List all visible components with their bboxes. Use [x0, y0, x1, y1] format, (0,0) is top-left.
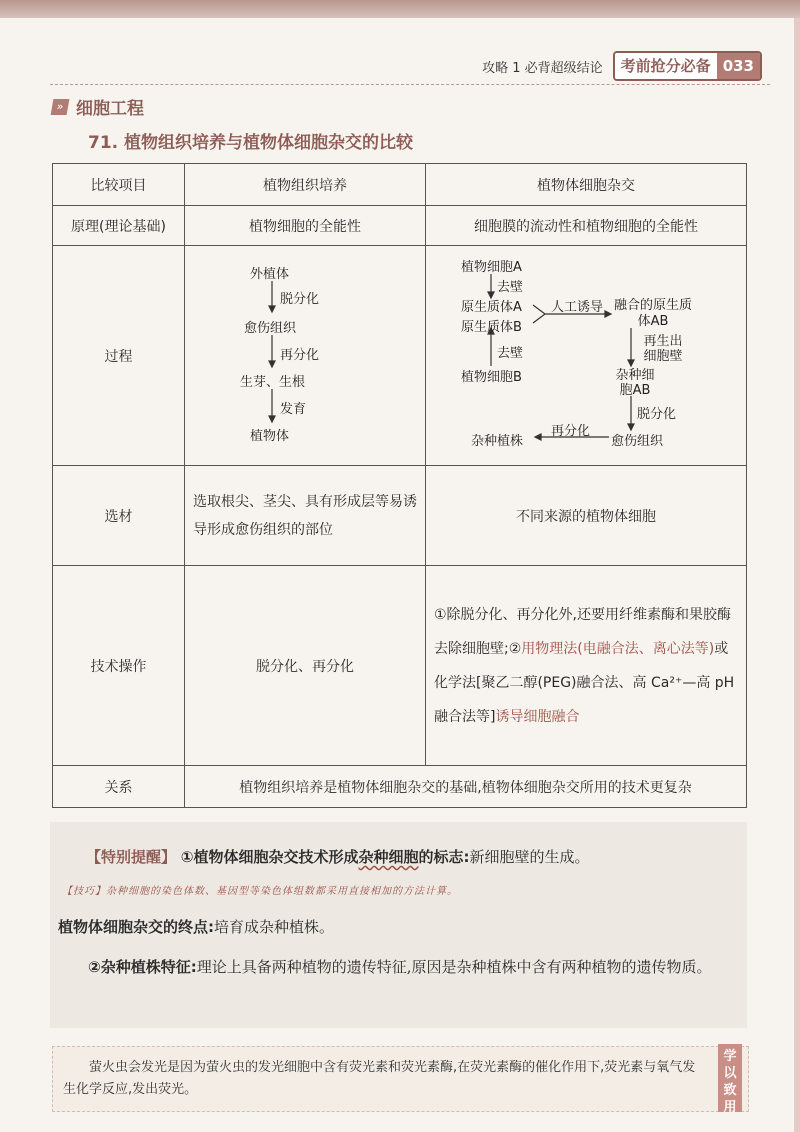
reminder-prefix: ①植物体细胞杂交技术形成 — [180, 848, 359, 866]
header-cell: 比较项目 — [53, 164, 185, 206]
handwritten-note: 【技巧】杂种细胞的染色体数、基因型等染色体组数都采用直接相加的方法计算。 — [62, 886, 458, 897]
footer-box — [52, 1046, 749, 1112]
footer-text: 萤火虫会发光是因为萤火虫的发光细胞中含有荧光素和荧光素酶,在荧光素酶的催化作用下,荧光素与氧气发生化学反应,发出荧光。 — [63, 1060, 696, 1097]
topic-title: 71. 植物组织培养与植物体细胞杂交的比较 — [88, 133, 414, 153]
right-page-edge — [794, 18, 800, 1132]
flow-label: 脱分化 — [637, 406, 677, 422]
table-cell: 细胞膜的流动性和植物细胞的全能性 — [426, 206, 747, 246]
section-title: 细胞工程 — [76, 99, 144, 119]
table-header-row — [53, 164, 747, 206]
flow-node: 原生质体B — [461, 319, 522, 335]
table-row — [53, 466, 747, 566]
flow-step: 愈伤组织 — [244, 320, 297, 336]
flow-node: 植物细胞B — [461, 369, 522, 385]
technique-text: ①除脱分化、再分化外,还要用纤维素酶和果胶酶去除细胞壁;② — [434, 606, 731, 657]
row-label: 技术操作 — [53, 566, 185, 766]
table-row — [53, 566, 747, 766]
reminder-line-2 — [58, 916, 334, 937]
flow-step: 植物体 — [250, 428, 290, 444]
side-tab: 学以致用 — [718, 1044, 742, 1112]
somatic-hybridization-flow — [461, 256, 711, 456]
header-cell: 植物体细胞杂交 — [426, 164, 747, 206]
flow-label: 人工诱导 — [551, 299, 604, 315]
row-label: 过程 — [53, 246, 185, 466]
table-cell: 脱分化、再分化 — [185, 566, 426, 766]
flow-node: 杂种植株 — [471, 433, 524, 449]
reminder-line-1 — [86, 846, 590, 867]
flow-node: 原生质体A — [461, 299, 522, 315]
flow-label: 再生出细胞壁 — [643, 333, 683, 364]
table-row — [53, 246, 747, 466]
table-cell — [426, 246, 747, 466]
flow-label: 去壁 — [497, 279, 524, 295]
header-badge — [613, 51, 762, 81]
table-row — [53, 766, 747, 808]
table-cell: 选取根尖、茎尖、具有形成层等易诱导形成愈伤组织的部位 — [185, 466, 426, 566]
flow-label: 去壁 — [497, 345, 524, 361]
row-label: 关系 — [53, 766, 185, 808]
tissue-culture-flow — [240, 261, 360, 451]
table-cell: 不同来源的植物体细胞 — [426, 466, 747, 566]
row-label: 原理(理论基础) — [53, 206, 185, 246]
flow-node: 愈伤组织 — [611, 433, 664, 449]
reminder-mid: 的标志: — [418, 848, 470, 866]
flow-step: 生芽、生根 — [240, 374, 306, 390]
table-cell — [426, 566, 747, 766]
table-cell: 植物细胞的全能性 — [185, 206, 426, 246]
reminder-line-3 — [58, 950, 737, 984]
running-title: 攻略 1 必背超级结论 — [482, 60, 603, 76]
technique-or: 或化学法[聚乙二醇(PEG)融合法、高 Ca²⁺—高 pH 融合法等] — [434, 640, 735, 725]
page-number: 033 — [717, 53, 760, 79]
special-reminder-box — [50, 822, 747, 1028]
flow-step: 再分化 — [280, 347, 320, 363]
reminder-text: 理论上具备两种植物的遗传特征,原因是杂种植株中含有两种植物的遗传物质。 — [196, 958, 712, 976]
header-divider — [50, 84, 770, 85]
section-heading — [52, 94, 144, 119]
header-cell: 植物组织培养 — [185, 164, 426, 206]
reminder-rest: 新细胞壁的生成。 — [469, 848, 590, 866]
technique-physical: 用物理法(电融合法、离心法等) — [521, 640, 715, 657]
flow-step: 发育 — [280, 401, 307, 417]
flow-node: 植物细胞A — [461, 259, 522, 275]
flow-node: 杂种细胞AB — [615, 367, 655, 398]
table-row — [53, 206, 747, 246]
reminder-bold: 植物体细胞杂交的终点: — [58, 918, 214, 936]
page-header — [482, 50, 762, 82]
technique-end: 诱导细胞融合 — [495, 708, 580, 725]
reminder-bold: ②杂种植株特征: — [88, 958, 197, 976]
top-decorative-band — [0, 0, 800, 18]
comparison-table — [52, 163, 747, 808]
double-arrow-icon: » — [51, 99, 70, 115]
row-label: 选材 — [53, 466, 185, 566]
table-cell: 植物组织培养是植物体细胞杂交的基础,植物体细胞杂交所用的技术更复杂 — [185, 766, 747, 808]
highlighted-term: 杂种细胞 — [358, 848, 419, 866]
flow-label: 再分化 — [551, 423, 591, 439]
reminder-label: 【特别提醒】 — [86, 848, 177, 866]
badge-text: 考前抢分必备 — [615, 53, 717, 79]
flow-node: 融合的原生质体AB — [613, 297, 692, 329]
table-cell — [185, 246, 426, 466]
reminder-text: 培育成杂种植株。 — [214, 918, 335, 936]
flow-step: 外植体 — [250, 266, 290, 282]
flow-step: 脱分化 — [280, 291, 320, 307]
